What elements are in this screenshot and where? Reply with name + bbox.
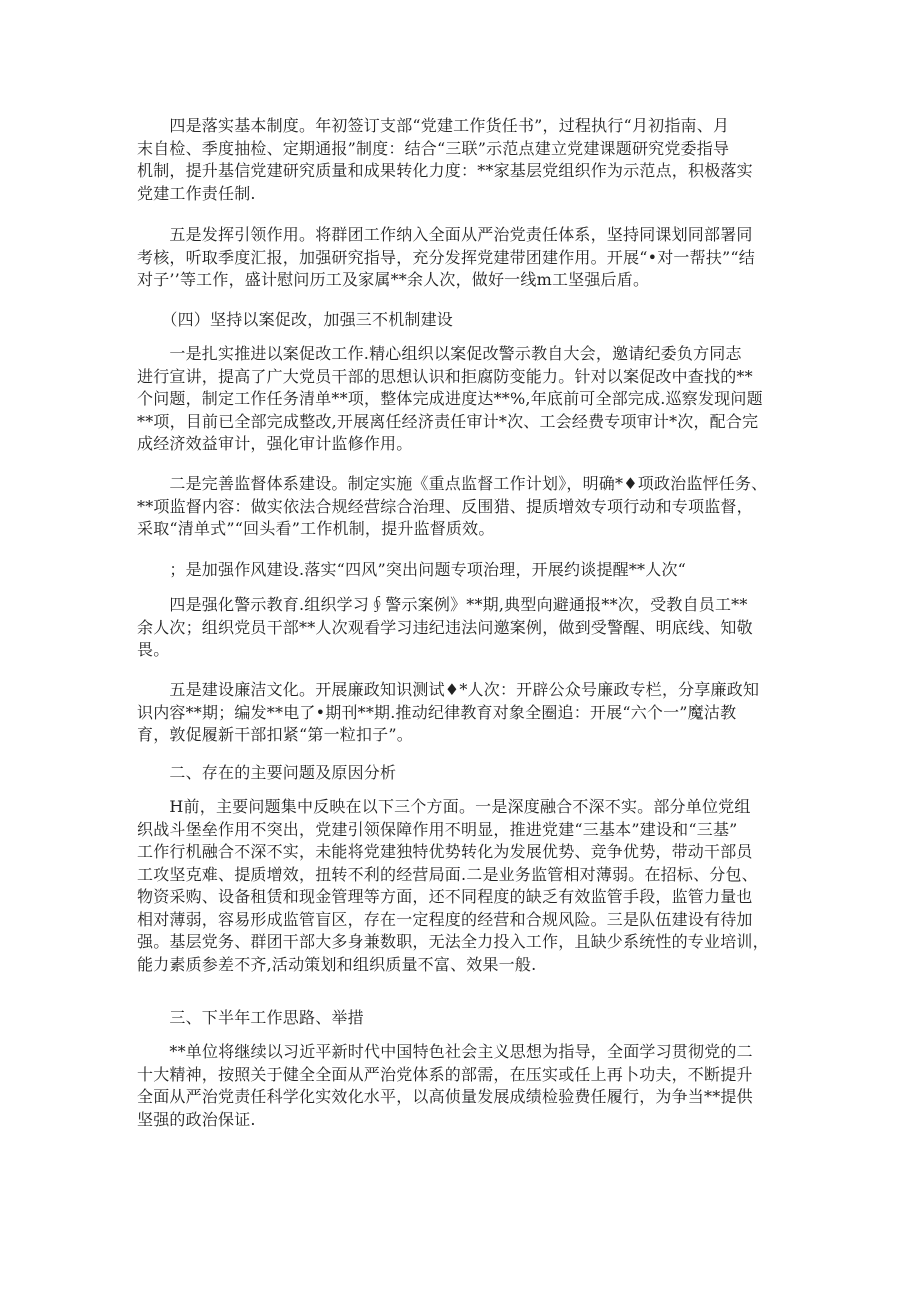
heading-line: 二、存在的主要问题及原因分析: [137, 763, 397, 782]
text-line: 党建工作责任制.: [137, 183, 256, 203]
paragraph-warning-education: [137, 594, 797, 662]
text-line: 识内容**期；编发**电了•期刊**期.推动纪律教育对象全圈追：开展“六个一”魔沽教: [137, 702, 737, 722]
text-line: 相对薄弱，容易形成监管盲区，存在一定程度的经营和合规风险。三是队伍建设有待加: [137, 909, 753, 929]
text-line: 机制，提升基信党建研究质量和成果转化力度：**家基层党组织作为示范点，积极落实: [137, 161, 753, 180]
text-line: **单位将继续以习近平新时代中国特色社会主义思想为指导，全面学习贯彻党的二: [137, 1042, 753, 1061]
section-heading-problems: [137, 762, 797, 785]
text-line: 进行宣讲，提高了广大党员干部的思想认识和拒腐防变能力。针对以案促改中查找的**: [137, 366, 753, 386]
text-line: 强。基层党务、群团干部大多身兼数职，无法全力投入工作，且缺少系统性的专业培训，: [137, 932, 769, 951]
section-heading-next-half: [137, 1007, 797, 1030]
text-line: 余人次；组织党员干部**人次观看学习违纪违法问邀案例，做到受警醒、明底线、知敬: [137, 617, 753, 637]
text-line: 坚强的政治保证.: [137, 1109, 256, 1129]
text-line: H前，主要问题集中反映在以下三个方面。一是深度融合不深不实。部分单位党组: [137, 797, 751, 816]
paragraph-work-style: [137, 559, 797, 582]
paragraph-leading-role: [137, 224, 797, 292]
text-line: 成经济效益审计，强化审计监修作用。: [137, 434, 413, 453]
paragraph-problems: [137, 796, 797, 976]
text-line: 工攻坚克难、提质增效，扭转不利的经营局面.二是业务监管相对薄弱。在招标、分包、: [137, 864, 758, 884]
text-line: 五是发挥引领作用。将群团工作纳入全面从严治党责任体系，坚持同课划同部署同: [137, 225, 753, 244]
text-line: 全面从严治党责任科学化实效化水平，以高侦量发展成绩检验费任履行，为争当**提供: [137, 1087, 753, 1106]
text-line: 育，敦促履新干部扣紧“第一粒扣子”。: [137, 725, 413, 744]
text-line: 个问题，制定工作任务清单**项，整体完成进度达**%,年底前可全部完成.巡察发现问题: [137, 389, 763, 408]
heading-line: （四）坚持以案促改，加强三不机制建设: [137, 310, 454, 329]
paragraph-basic-system: [137, 115, 797, 205]
text-line: **项监督内容：做实依法合规经营综合治理、反围猎、提质增效专项行动和专项监督，: [137, 496, 753, 516]
paragraph-supervision-system: [137, 473, 797, 541]
paragraph-clean-culture: [137, 679, 797, 747]
text-line: 十大精神，按照关于健全全面从严治党体系的部需，在压实或任上再卜功夫，不断提升: [137, 1064, 753, 1084]
text-line: 五是建设廉洁文化。开展廉政知识测试♦*人次：开辟公众号廉政专栏，分享廉政知: [137, 680, 760, 699]
text-line: 四是落实基本制度。年初签订支部“党建工作货任书”，过程执行“月初指南、月: [137, 116, 730, 135]
section-heading-4: [137, 309, 797, 332]
text-line: 采取“清单式”“回头看”工作机制，提升监督质效。: [137, 519, 495, 538]
text-line: 考核，听取季度汇报，加强研究指导，充分发挥党建带团建作用。开展“•对一帮扶”“结: [137, 247, 755, 267]
text-line: 织战斗堡垒作用不突出，党建引领保障作用不明显，推进党建“三基本”建设和“三基”: [137, 819, 738, 839]
text-line: 末自检、季度抽检、定期通报”制度：结合“三联”示范点建立党建课题研究党委指导: [137, 138, 730, 158]
text-line: ；是加强作风建设.落实“四风”突出问题专项治理，开展约谈提醒**人次“: [137, 560, 687, 579]
paragraph-case-reform: [137, 343, 797, 456]
text-line: 物资采购、设备租赁和现金管理等方面，还不同程度的缺乏有效监管手段，监管力量也: [137, 887, 753, 906]
paragraph-next-steps: [137, 1041, 797, 1131]
text-line: 对子’’等工作，盛计慰问历工及家属**余人次，做好一线m工坚强后盾。: [137, 270, 650, 289]
text-line: 畏。: [137, 640, 170, 659]
heading-line: 三、下半年工作思路、举措: [137, 1008, 364, 1027]
text-line: 能力素质参差不齐,活动策划和组织质量不富、效果一般.: [137, 954, 537, 974]
text-line: **项，目前已全部完成整改,开展离任经济责任审计*次、工会经费专项审计*次，配合完: [137, 411, 759, 431]
text-line: 一是扎实推进以案促改工作.精心组织以案促改警示教自大会，邀请纪委负方同志: [137, 344, 742, 363]
text-line: 工作行机融合不深不实，未能将党建独特优势转化为发展优势、竞争优势，带动干部员: [137, 842, 753, 861]
text-line: 四是强化警示教育.组织学习∮警示案例》**期,典型向避通报**次，受教自员工**: [137, 595, 748, 614]
text-line: 二是完善监督体系建设。制定实施《重点监督工作计划》，明确*♦项政治监怦任务、: [137, 474, 768, 493]
